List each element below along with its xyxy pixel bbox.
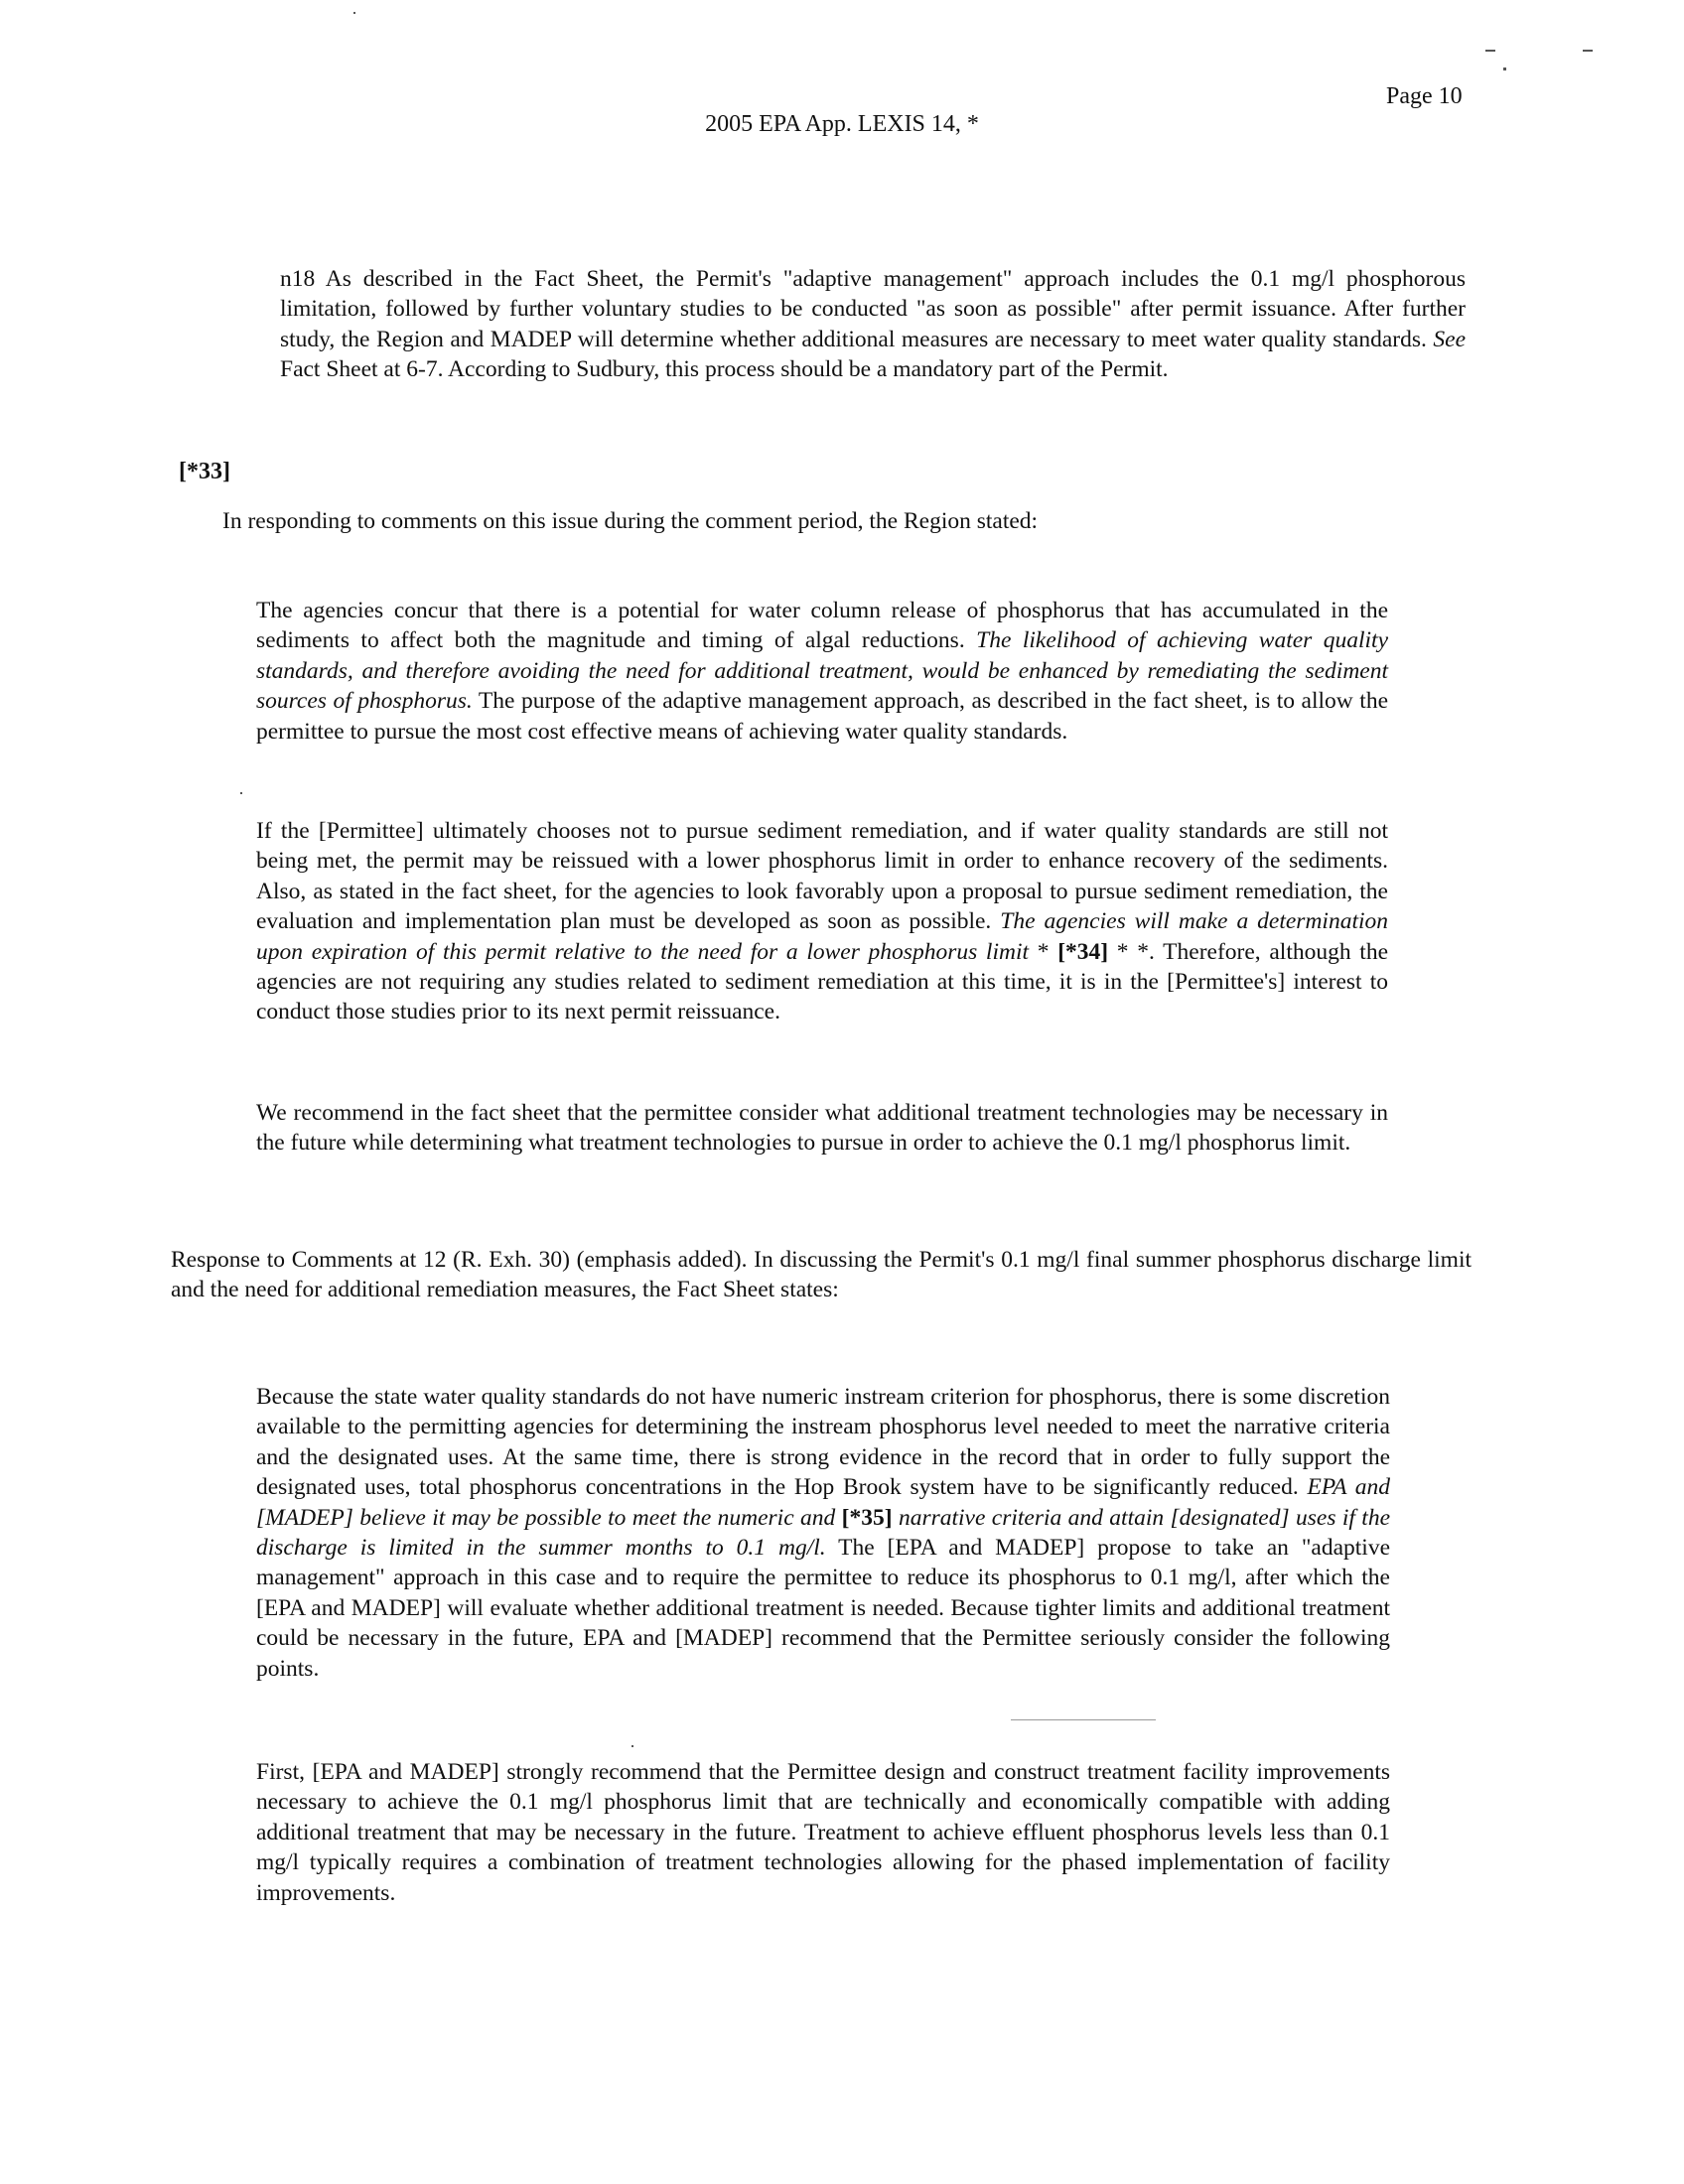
quote2-paragraph-1 bbox=[256, 1382, 1390, 1684]
intro-response: In responding to comments on this issue during the comment period, the Region stated: bbox=[222, 508, 1039, 534]
page-number: Page 10 bbox=[1386, 83, 1463, 109]
quote1-p1-emphasis: The likelihood of achieving water quality standards, and therefore avoiding the need for additional treatment, would be enhanced by remediating the sediment sources of phosphorus. bbox=[256, 627, 1389, 715]
quote1-p2-text-b: Therefore, although the agencies are not requiring any studies related to sediment remediation at this time, it is in the [Permittee's] interest to conduct those studies prior to its next permit reissuance. bbox=[256, 938, 1389, 1025]
scan-speck bbox=[353, 12, 355, 14]
scan-speck bbox=[632, 1745, 633, 1747]
quote2-p1-emphasis-2: narrative criteria and attain [designated] uses if the discharge is limited in the summer months to 0.1 mg/l. bbox=[256, 1504, 1390, 1562]
scan-speck bbox=[1485, 50, 1495, 52]
quote1-p1-text-a: The agencies concur that there is a potential for water column release of phosphorus that has accumulated in the sediments to affect both the magnitude and timing of algal reductions. bbox=[256, 598, 1388, 654]
quote1-p2-text-a: If the [Permittee] ultimately chooses not to pursue sediment remediation, and if water quality standards are still not being met, the permit may be reissued with a lower phosphorus limit in order to enhance recovery of the sediments. Also, as stated in the fact sheet, for the agencies to look favorably upon a proposal to pursue sediment remediation, the evaluation and implementation plan must be developed as soon as possible. bbox=[256, 818, 1388, 935]
star-page-33: [*33] bbox=[179, 459, 230, 484]
quote2-p1-text-b: The [EPA and MADEP] propose to take an "adaptive management" approach in this case and to require the permittee to reduce its phosphorus to 0.1 mg/l, after which the [EPA and MADEP] will evaluate whether additional treatment is needed. Because tighter limits and additional treatment could be necessary in the future, EPA and [MADEP] recommend that the Permittee seriously consider the following points. bbox=[256, 1535, 1391, 1682]
quote1-paragraph-3: We recommend in the fact sheet that the permittee consider what additional treatment technologies may be necessary in the future while determining what treatment technologies to pursue in order to achieve the 0.1 mg/l phosphorus limit. bbox=[256, 1100, 1388, 1157]
scan-speck bbox=[1503, 68, 1506, 70]
see-signal: See bbox=[1433, 326, 1467, 352]
quote2-paragraph-2: First, [EPA and MADEP] strongly recommend that the Permittee design and construct treatment facility improvements necessary to achieve the 0.1 mg/l phosphorus limit that are technically and economically compatible with adding additional treatment that may be necessary in the future. Treatment to achieve effluent phosphorus levels less than 0.1 mg/l typically requires a combination of treatment technologies allowing for the phased implementation of facility improvements. bbox=[256, 1759, 1390, 1906]
quote1-p2-star-1: * bbox=[1037, 938, 1050, 965]
running-header: 2005 EPA App. LEXIS 14, * bbox=[705, 111, 979, 137]
scan-speck bbox=[1583, 50, 1593, 52]
footnote-n18 bbox=[280, 264, 1466, 385]
quote1-p2-emphasis: The agencies will make a determination upon expiration of this permit relative to the need for a lower phosphorus limit bbox=[256, 908, 1389, 965]
quote1-p1-text-b: The purpose of the adaptive management approach, as described in the fact sheet, is to allow the permittee to pursue the most cost effective means of achieving water quality standards. bbox=[256, 688, 1389, 745]
response-paragraph: Response to Comments at 12 (R. Exh. 30) (emphasis added). In discussing the Permit's 0.1 mg/l final summer phosphorus discharge limit and the need for additional remediation measures, the Fact Sheet states: bbox=[171, 1247, 1472, 1303]
quote1-paragraph-1 bbox=[256, 596, 1388, 747]
quote2-p1-emphasis-1: EPA and [MADEP] believe it may be possible to meet the numeric and bbox=[256, 1474, 1390, 1531]
scan-speck bbox=[1011, 1719, 1156, 1720]
star-page-34: [*34] bbox=[1057, 938, 1109, 965]
quote1-paragraph-2 bbox=[256, 816, 1388, 1027]
scan-speck bbox=[240, 792, 242, 794]
footnote-text-1: n18 As described in the Fact Sheet, the Permit's "adaptive management" approach includes the 0.1 mg/l phosphorous limitation, followed by further voluntary studies to be conducted "as soon as possible" after permit issuance. After further study, the Region and MADEP will determine whether additional measures are necessary to meet water quality standards. bbox=[280, 266, 1466, 352]
footnote-text-2: Fact Sheet at 6-7. According to Sudbury, this process should be a mandatory part of the Permit. bbox=[280, 356, 1169, 383]
quote2-p1-text-a: Because the state water quality standards do not have numeric instream criterion for phosphorus, there is some discretion available to the permitting agencies for determining the instream phosphorus level needed to meet the narrative criteria and the designated uses. At the same time, there is strong evidence in the record that in order to fully support the designated uses, total phosphorus concentrations in the Hop Brook system have to be significantly reduced. bbox=[256, 1384, 1390, 1501]
star-page-35: [*35] bbox=[841, 1504, 893, 1531]
quote1-p2-star-2: * *. bbox=[1116, 938, 1155, 965]
